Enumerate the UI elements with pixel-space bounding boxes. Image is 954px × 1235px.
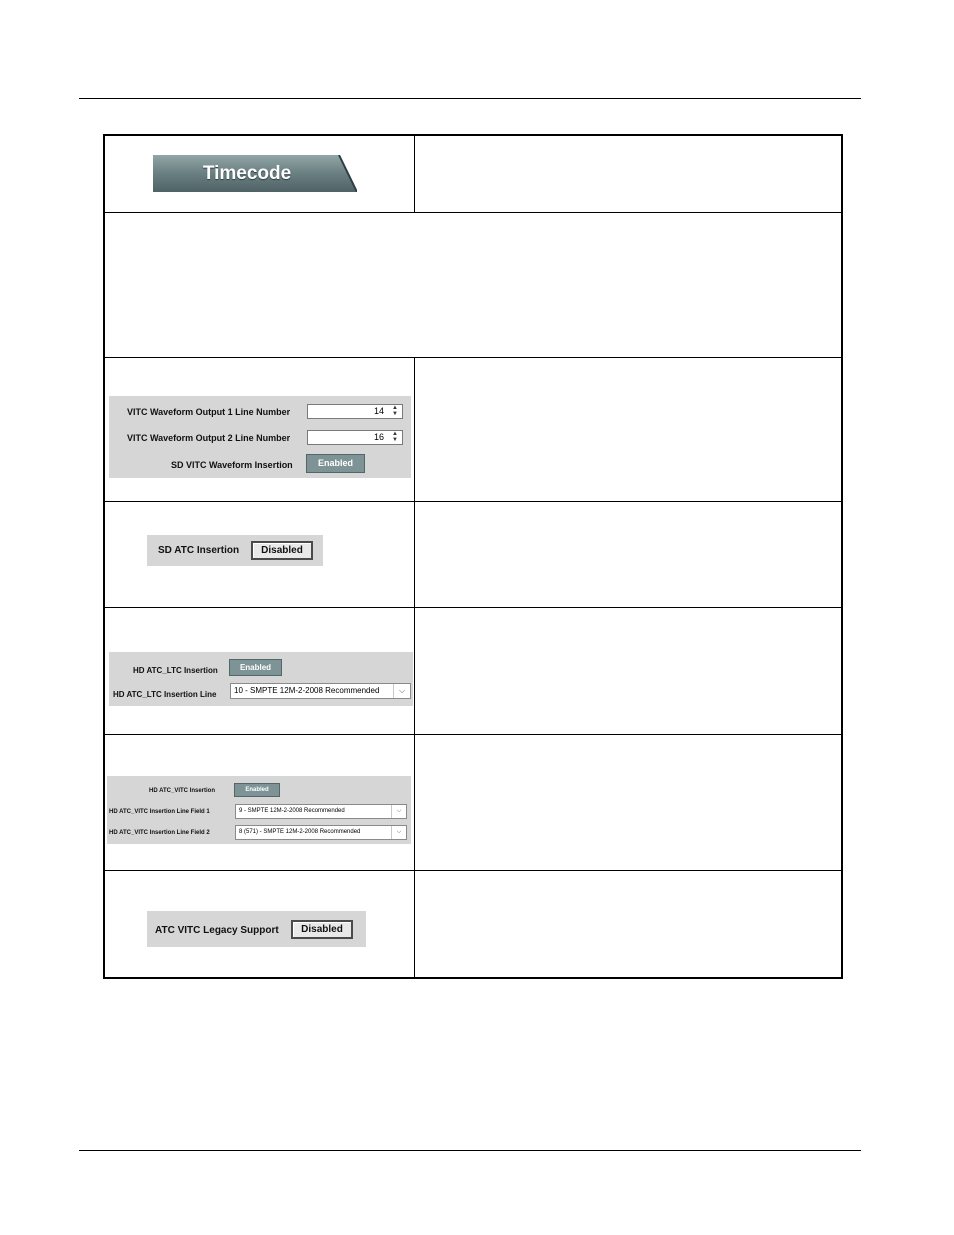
hd-atc-ltc-insertion-label: HD ATC_LTC Insertion bbox=[133, 666, 218, 675]
vitc-output1-value: 14 bbox=[373, 406, 384, 416]
row-divider bbox=[105, 501, 841, 502]
hd-atc-vitc-field1-label: HD ATC_VITC Insertion Line Field 1 bbox=[109, 809, 210, 815]
vitc-output2-value: 16 bbox=[373, 432, 384, 442]
sd-atc-panel bbox=[147, 535, 323, 566]
atc-vitc-legacy-button[interactable]: Disabled bbox=[291, 920, 353, 939]
column-divider bbox=[414, 357, 415, 977]
hd-atc-vitc-panel bbox=[107, 776, 411, 844]
sd-atc-button[interactable]: Disabled bbox=[251, 541, 313, 560]
hd-atc-vitc-insertion-label: HD ATC_VITC Insertion bbox=[149, 788, 216, 794]
spinner-arrows-icon[interactable]: ▲ ▼ bbox=[392, 431, 398, 443]
hd-atc-ltc-insertion-button[interactable]: Enabled bbox=[229, 659, 282, 676]
row-divider bbox=[105, 357, 841, 358]
timecode-tab[interactable] bbox=[153, 155, 357, 192]
vitc-output2-spinner[interactable] bbox=[307, 430, 403, 445]
chevron-down-icon[interactable]: ⌵ bbox=[391, 826, 406, 839]
vitc-waveform-panel bbox=[109, 396, 411, 478]
sd-atc-label: SD ATC Insertion bbox=[158, 545, 240, 556]
hd-atc-ltc-line-dropdown[interactable] bbox=[230, 683, 411, 699]
timecode-tab-label: Timecode bbox=[202, 163, 292, 184]
hd-atc-vitc-insertion-button[interactable]: Enabled bbox=[234, 783, 280, 797]
sd-vitc-insertion-label: SD VITC Waveform Insertion bbox=[171, 460, 293, 470]
chevron-down-icon[interactable]: ⌵ bbox=[393, 684, 410, 698]
hd-atc-vitc-field2-label: HD ATC_VITC Insertion Line Field 2 bbox=[109, 830, 210, 836]
column-divider bbox=[414, 136, 415, 212]
row-divider bbox=[105, 734, 841, 735]
hd-atc-vitc-field1-value: 9 - SMPTE 12M-2-2008 Recommended bbox=[239, 808, 345, 814]
hd-atc-vitc-field1-dropdown[interactable] bbox=[235, 804, 407, 819]
chevron-down-icon[interactable]: ⌵ bbox=[391, 805, 406, 818]
hd-atc-ltc-panel bbox=[109, 652, 413, 706]
vitc-output1-label: VITC Waveform Output 1 Line Number bbox=[127, 407, 291, 417]
atc-vitc-legacy-panel bbox=[147, 911, 366, 947]
header-rule bbox=[79, 98, 861, 99]
atc-vitc-legacy-label: ATC VITC Legacy Support bbox=[155, 925, 279, 936]
hd-atc-vitc-field2-value: 8 (571) - SMPTE 12M-2-2008 Recommended bbox=[239, 829, 361, 835]
spinner-arrows-icon[interactable]: ▲ ▼ bbox=[392, 405, 398, 417]
vitc-output2-label: VITC Waveform Output 2 Line Number bbox=[127, 433, 291, 443]
sd-vitc-insertion-button[interactable]: Enabled bbox=[306, 454, 365, 473]
timecode-function-table bbox=[103, 134, 843, 979]
row-divider bbox=[105, 870, 841, 871]
footer-rule bbox=[79, 1150, 861, 1151]
row-divider bbox=[105, 212, 841, 213]
vitc-output1-spinner[interactable] bbox=[307, 404, 403, 419]
hd-atc-ltc-line-value: 10 - SMPTE 12M-2-2008 Recommended bbox=[234, 686, 380, 695]
hd-atc-vitc-field2-dropdown[interactable] bbox=[235, 825, 407, 840]
hd-atc-ltc-line-label: HD ATC_LTC Insertion Line bbox=[113, 690, 217, 699]
row-divider bbox=[105, 607, 841, 608]
